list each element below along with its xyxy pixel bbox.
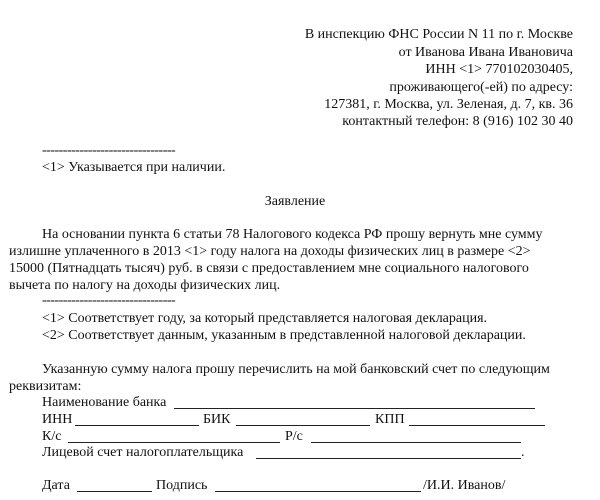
signer-name: /И.И. Иванов/: [423, 478, 506, 493]
signature-field[interactable]: [215, 491, 421, 492]
requisites-intro-line-2: реквизитам:: [9, 379, 82, 394]
header-phone: контактный телефон: 8 (916) 102 30 40: [342, 114, 573, 129]
header-address-label: проживающего(-ей) по адресу:: [389, 80, 573, 95]
ks-field[interactable]: [68, 442, 280, 443]
account-end-dot: .: [521, 445, 525, 460]
rs-field[interactable]: [311, 442, 521, 443]
account-label: Лицевой счет налогоплательщика: [42, 445, 244, 460]
ks-label: К/с: [42, 429, 62, 444]
rs-label: Р/с: [285, 429, 303, 444]
header-sender-name: от Иванова Ивана Ивановича: [398, 45, 573, 60]
header-address: 127381, г. Москва, ул. Зеленая, д. 7, кв. 36: [324, 97, 573, 112]
date-label: Дата: [42, 478, 70, 493]
signature-label: Подпись: [156, 478, 208, 493]
inn-field[interactable]: [75, 425, 199, 426]
footnote-note-1: <1> Соответствует году, за который представляется налоговая декларация.: [42, 311, 488, 326]
bank-name-label: Наименование банка: [42, 395, 167, 410]
kpp-label: КПП: [375, 412, 405, 427]
kpp-field[interactable]: [409, 425, 545, 426]
bik-label: БИК: [203, 412, 231, 427]
body-line-4: вычета по налогу на доходы физических лиц.: [9, 278, 281, 293]
requisites-intro-line-1: Указанную сумму налога прошу перечислить на мой банковский счет по следующим: [42, 362, 550, 377]
body-line-3: 15000 (Пятнадцать тысяч) руб. в связи с предоставлением мне социального налогового: [9, 261, 529, 276]
footnote-note-2: <2> Соответствует данным, указанным в представленной налоговой декларации.: [42, 328, 526, 343]
document-title: Заявление: [264, 194, 326, 209]
footnote-1-text: <1> Указывается при наличии.: [42, 160, 226, 175]
footnote-separator: --------------------------------: [42, 143, 176, 158]
body-line-2: излишне уплаченного в 2013 <1> году налога на доходы физических лиц в размере <2>: [9, 244, 531, 259]
date-field[interactable]: [77, 491, 152, 492]
header-recipient: В инспекцию ФНС России N 11 по г. Москве: [304, 27, 573, 42]
inn-label: ИНН: [42, 412, 73, 427]
header-inn: ИНН <1> 770102030405,: [425, 62, 573, 77]
bank-name-field[interactable]: [174, 408, 535, 409]
footnote-separator: --------------------------------: [42, 293, 176, 308]
bik-field[interactable]: [236, 425, 370, 426]
body-line-1: На основании пункта 6 статьи 78 Налогового кодекса РФ прошу вернуть мне сумму: [42, 227, 543, 242]
account-field[interactable]: [256, 458, 521, 459]
